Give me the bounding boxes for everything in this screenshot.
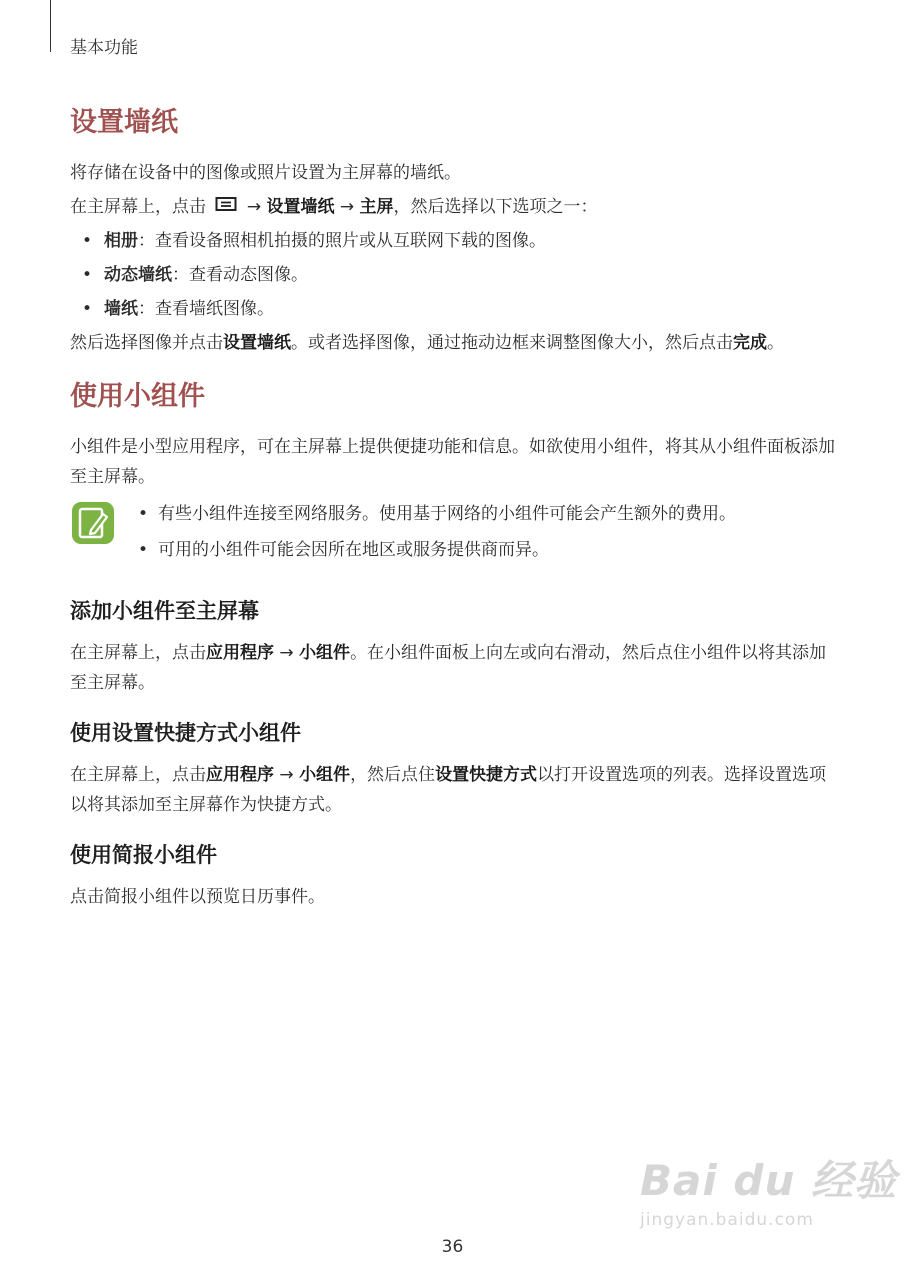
add-widget-body: 在主屏幕上，点击应用程序 → 小组件。在小组件面板上向左或向右滑动，然后点住小组件以将其添加至主屏幕。 xyxy=(70,643,827,693)
page-content xyxy=(70,104,840,916)
arrow: → xyxy=(246,197,262,217)
wallpaper-intro: 将存储在设备中的图像或照片设置为主屏幕的墙纸。 xyxy=(70,163,461,183)
header-rule xyxy=(50,0,51,52)
settings-shortcut-title: 使用设置快捷方式小组件 xyxy=(70,721,301,745)
step-bold-set-wallpaper: 设置墙纸 xyxy=(266,197,335,217)
baidu-watermark xyxy=(640,1148,897,1230)
note-box xyxy=(70,500,840,572)
note-pencil-icon xyxy=(70,500,116,546)
step-text-post: ，然后选择以下选项之一： xyxy=(393,197,598,217)
widgets-title: 使用小组件 xyxy=(70,381,205,412)
running-header: 基本功能 xyxy=(70,38,138,58)
wallpaper-option: • 动态墙纸：查看动态图像。 xyxy=(81,265,308,285)
briefing-title: 使用简报小组件 xyxy=(70,843,217,867)
wallpaper-option: • 相册：查看设备照相机拍摄的照片或从互联网下载的图像。 xyxy=(81,231,546,251)
note-item: • 可用的小组件可能会因所在地区或服务提供商而异。 xyxy=(137,540,549,560)
settings-shortcut-body: 在主屏幕上，点击应用程序 → 小组件，然后点住设置快捷方式以打开设置选项的列表。选择设置选项以将其添加至主屏幕作为快捷方式。 xyxy=(70,765,827,815)
wallpaper-step xyxy=(70,192,840,222)
step-text-pre: 在主屏幕上，点击 xyxy=(70,197,206,217)
add-widget-title: 添加小组件至主屏幕 xyxy=(70,599,259,623)
watermark-url: jingyan.baidu.com xyxy=(640,1210,814,1230)
menu-icon xyxy=(215,192,237,222)
wallpaper-title: 设置墙纸 xyxy=(70,107,178,138)
note-item: • 有些小组件连接至网络服务。使用基于网络的小组件可能会产生额外的费用。 xyxy=(137,504,736,524)
wallpaper-option: • 墙纸：查看墙纸图像。 xyxy=(81,299,274,319)
watermark-brand: Bai du 经验 xyxy=(640,1156,897,1205)
widgets-intro: 小组件是小型应用程序，可在主屏幕上提供便捷功能和信息。如欲使用小组件，将其从小组件面板添加至主屏幕。 xyxy=(70,437,835,487)
step-bold-home: 主屏 xyxy=(359,197,394,217)
briefing-body: 点击简报小组件以预览日历事件。 xyxy=(70,887,325,907)
page-number: 36 xyxy=(441,1237,464,1257)
wallpaper-final: 然后选择图像并点击设置墙纸。或者选择图像，通过拖动边框来调整图像大小，然后点击完成。 xyxy=(70,333,784,353)
note-list xyxy=(128,500,840,572)
arrow: → xyxy=(339,197,355,217)
